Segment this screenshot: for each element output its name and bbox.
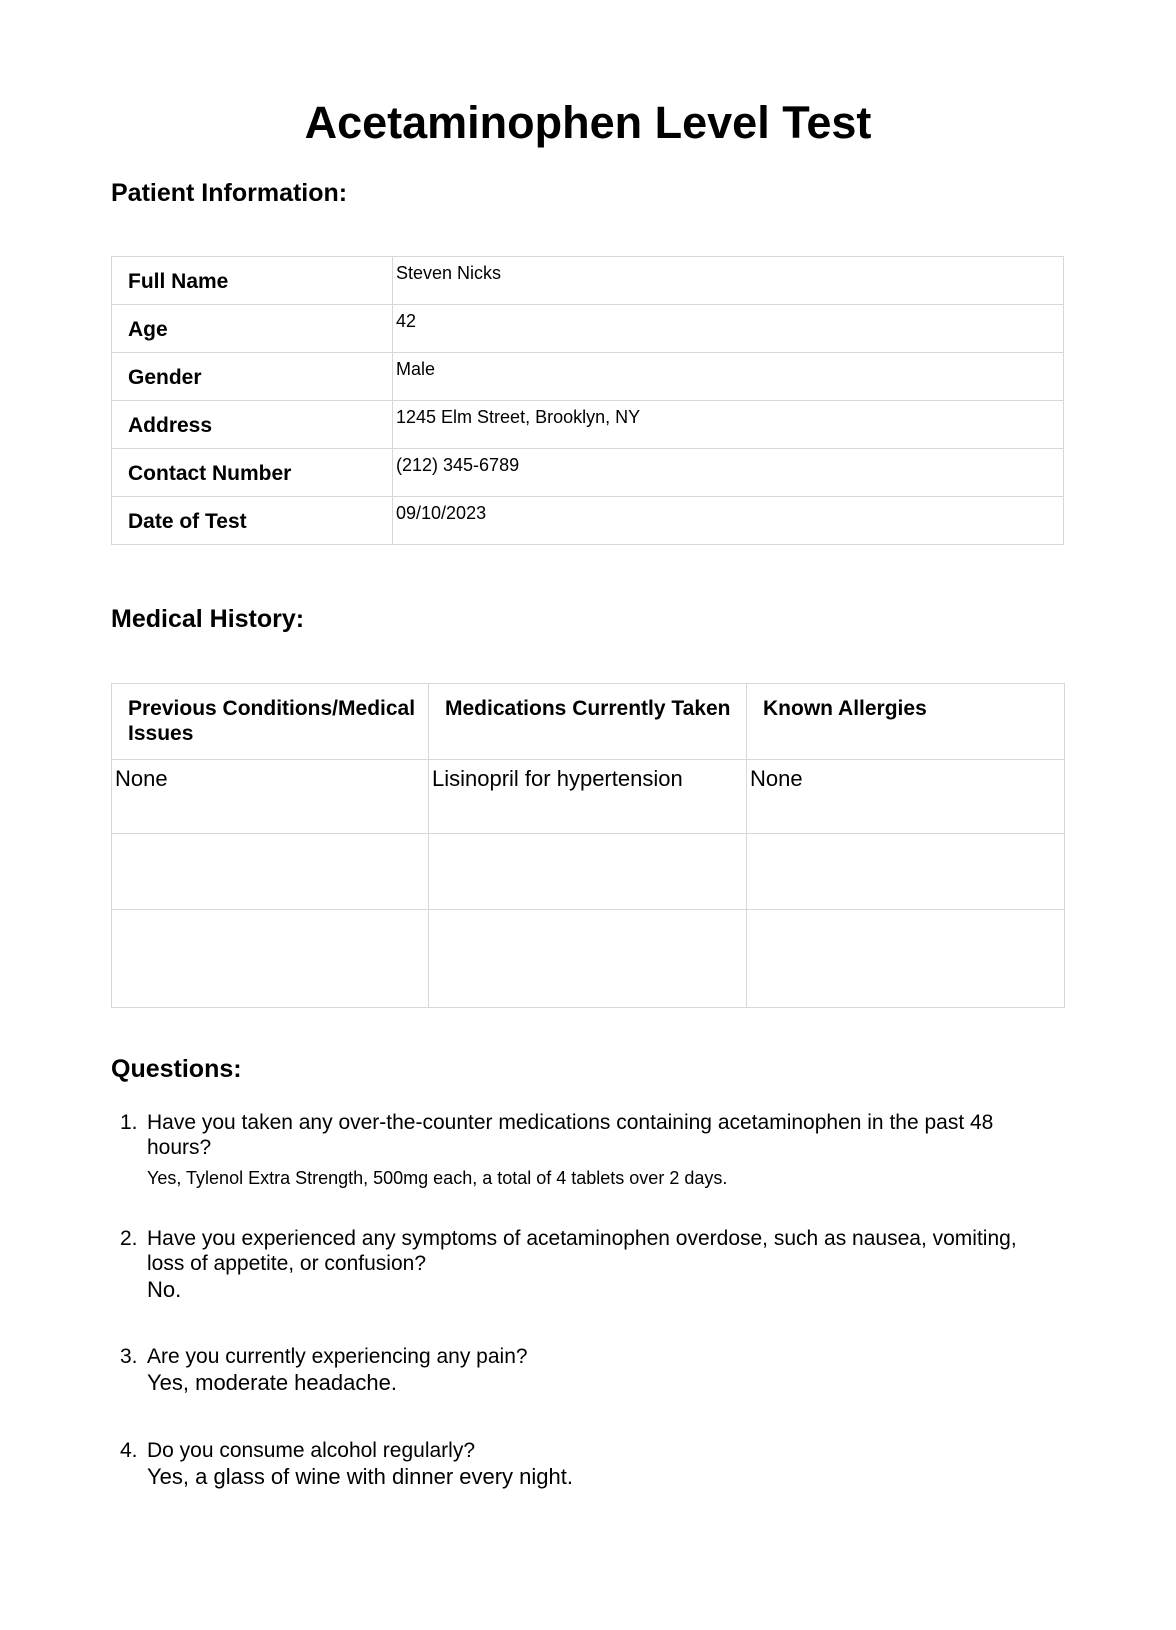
question-item bbox=[120, 1226, 1050, 1304]
gender-label: Gender bbox=[112, 353, 393, 401]
table-row bbox=[112, 760, 1065, 834]
question-answer: Yes, a glass of wine with dinner every night. bbox=[147, 1464, 573, 1489]
table-row bbox=[112, 497, 1064, 545]
table-cell bbox=[429, 834, 747, 910]
table-header-row bbox=[112, 684, 1065, 760]
full-name-value: Steven Nicks bbox=[393, 257, 1064, 305]
question-item bbox=[120, 1344, 1050, 1397]
gender-value: Male bbox=[393, 353, 1064, 401]
document-title: Acetaminophen Level Test bbox=[304, 97, 872, 148]
question-number: 3. bbox=[120, 1345, 138, 1368]
table-cell bbox=[747, 910, 1065, 1008]
column-header-allergies: Known Allergies bbox=[747, 684, 1065, 760]
question-number: 2. bbox=[120, 1227, 138, 1250]
table-cell bbox=[112, 834, 429, 910]
column-header-previous-conditions: Previous Conditions/Medical Issues bbox=[112, 684, 429, 760]
date-of-test-value: 09/10/2023 bbox=[393, 497, 1064, 545]
table-row bbox=[112, 305, 1064, 353]
address-label: Address bbox=[112, 401, 393, 449]
table-row bbox=[112, 910, 1065, 1008]
table-row bbox=[112, 353, 1064, 401]
patient-info-heading: Patient Information: bbox=[111, 179, 348, 207]
table-cell bbox=[112, 910, 429, 1008]
question-number: 4. bbox=[120, 1439, 138, 1462]
table-row bbox=[112, 257, 1064, 305]
question-number: 1. bbox=[120, 1111, 138, 1134]
column-header-medications: Medications Currently Taken bbox=[429, 684, 747, 760]
question-answer: No. bbox=[147, 1277, 182, 1302]
question-text: Have you experienced any symptoms of acetaminophen overdose, such as nausea, vomiting, loss of appetite, or confusion? bbox=[147, 1227, 1017, 1275]
table-row bbox=[112, 401, 1064, 449]
table-row bbox=[112, 449, 1064, 497]
full-name-label: Full Name bbox=[112, 257, 393, 305]
table-cell bbox=[747, 834, 1065, 910]
question-item bbox=[120, 1110, 1050, 1190]
question-answer: Yes, moderate headache. bbox=[147, 1370, 397, 1395]
table-cell bbox=[429, 910, 747, 1008]
questions-heading: Questions: bbox=[111, 1055, 242, 1083]
date-of-test-label: Date of Test bbox=[112, 497, 393, 545]
question-item bbox=[120, 1438, 1050, 1491]
medical-history-heading: Medical History: bbox=[111, 605, 305, 633]
question-answer: Yes, Tylenol Extra Strength, 500mg each, a total of 4 tablets over 2 days. bbox=[147, 1168, 728, 1188]
contact-number-label: Contact Number bbox=[112, 449, 393, 497]
address-value: 1245 Elm Street, Brooklyn, NY bbox=[393, 401, 1064, 449]
table-cell: None bbox=[747, 760, 1065, 834]
age-label: Age bbox=[112, 305, 393, 353]
question-text: Have you taken any over-the-counter medications containing acetaminophen in the past 48 hours? bbox=[147, 1111, 994, 1159]
question-text: Do you consume alcohol regularly? bbox=[147, 1439, 476, 1462]
table-row bbox=[112, 834, 1065, 910]
table-cell: None bbox=[112, 760, 429, 834]
medical-history-table bbox=[111, 683, 1065, 1008]
question-text: Are you currently experiencing any pain? bbox=[147, 1345, 528, 1368]
patient-info-table bbox=[111, 256, 1064, 545]
contact-number-value: (212) 345-6789 bbox=[393, 449, 1064, 497]
table-cell: Lisinopril for hypertension bbox=[429, 760, 747, 834]
age-value: 42 bbox=[393, 305, 1064, 353]
